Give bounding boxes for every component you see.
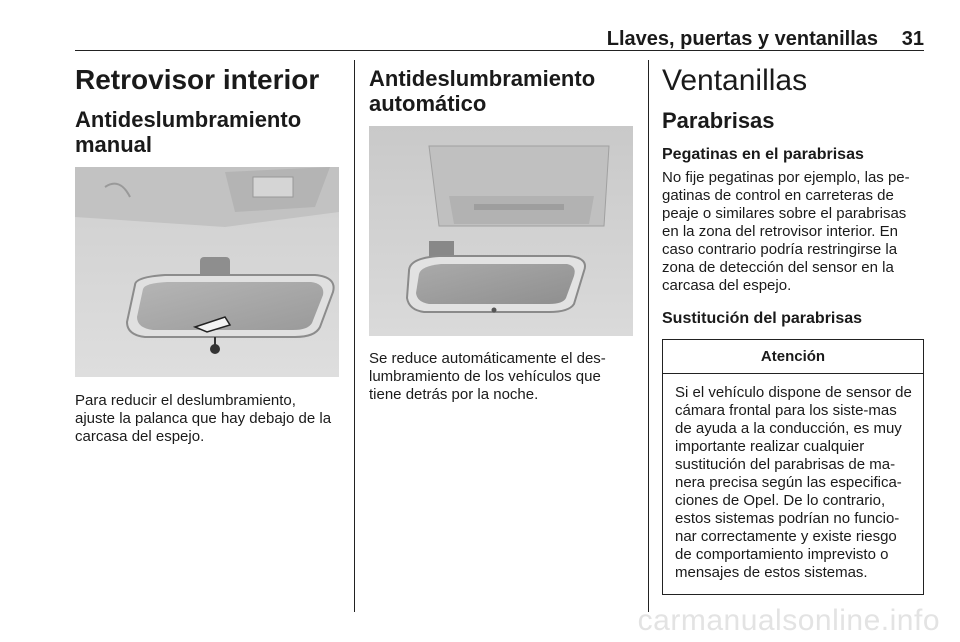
column-divider-2: [648, 60, 649, 612]
body-text: Para reducir el deslumbramiento, ajuste la palanca que hay debajo de la carcasa del espejo.: [75, 392, 332, 445]
column-3: [662, 62, 924, 595]
section-1-title: Pegatinas en el parabrisas: [662, 146, 864, 163]
subheading-line-1: Antideslumbramiento: [75, 107, 302, 132]
heading-line-2: automático: [369, 91, 487, 116]
page-number: 31: [901, 28, 924, 50]
column-divider-1: [354, 60, 355, 612]
notice-box: [662, 339, 924, 595]
heading-line-1: Antideslumbramiento: [369, 66, 596, 91]
automatic-mirror-figure: [369, 126, 633, 336]
section-2-title: Sustitución del parabrisas: [662, 310, 863, 327]
section-heading: Retrovisor interior: [75, 64, 320, 95]
section-1-body: No fije pegatinas por ejemplo, las pe-gatinas de control en carreteras de peaje o similares sobre el parabrisas en la zona del retrovisor interior. En caso contrario podría restringirse la zona de detección del sensor en la carcasa del espejo.: [662, 169, 910, 294]
column-2: [369, 62, 634, 404]
subheading-line-2: manual: [75, 132, 153, 157]
manual-mirror-figure: [75, 167, 339, 377]
column-1: [75, 62, 340, 446]
notice-body: Si el vehículo dispone de sensor de cámara frontal para los siste-mas de ayuda a la conducción, es muy importante realizar cualquier sustitución del parabrisas de ma-nera precisa según las especifica-ciones de Opel. De lo contrario, estos sistemas podrían no funcio-nar correctamente y existe riesgo de comportamiento imprevisto o mensajes de estos sistemas.: [675, 384, 912, 581]
header-title: Llaves, puertas y ventanillas: [606, 28, 878, 50]
watermark: carmanualsonline.info: [637, 604, 940, 637]
subheading: Parabrisas: [662, 108, 775, 133]
header-rule: [75, 50, 924, 51]
section-heading: Ventanillas: [662, 64, 808, 97]
body-text: Se reduce automáticamente el des-lumbramiento de los vehículos que tiene detrás por la noche.: [369, 350, 606, 403]
notice-title: Atención: [663, 340, 923, 374]
